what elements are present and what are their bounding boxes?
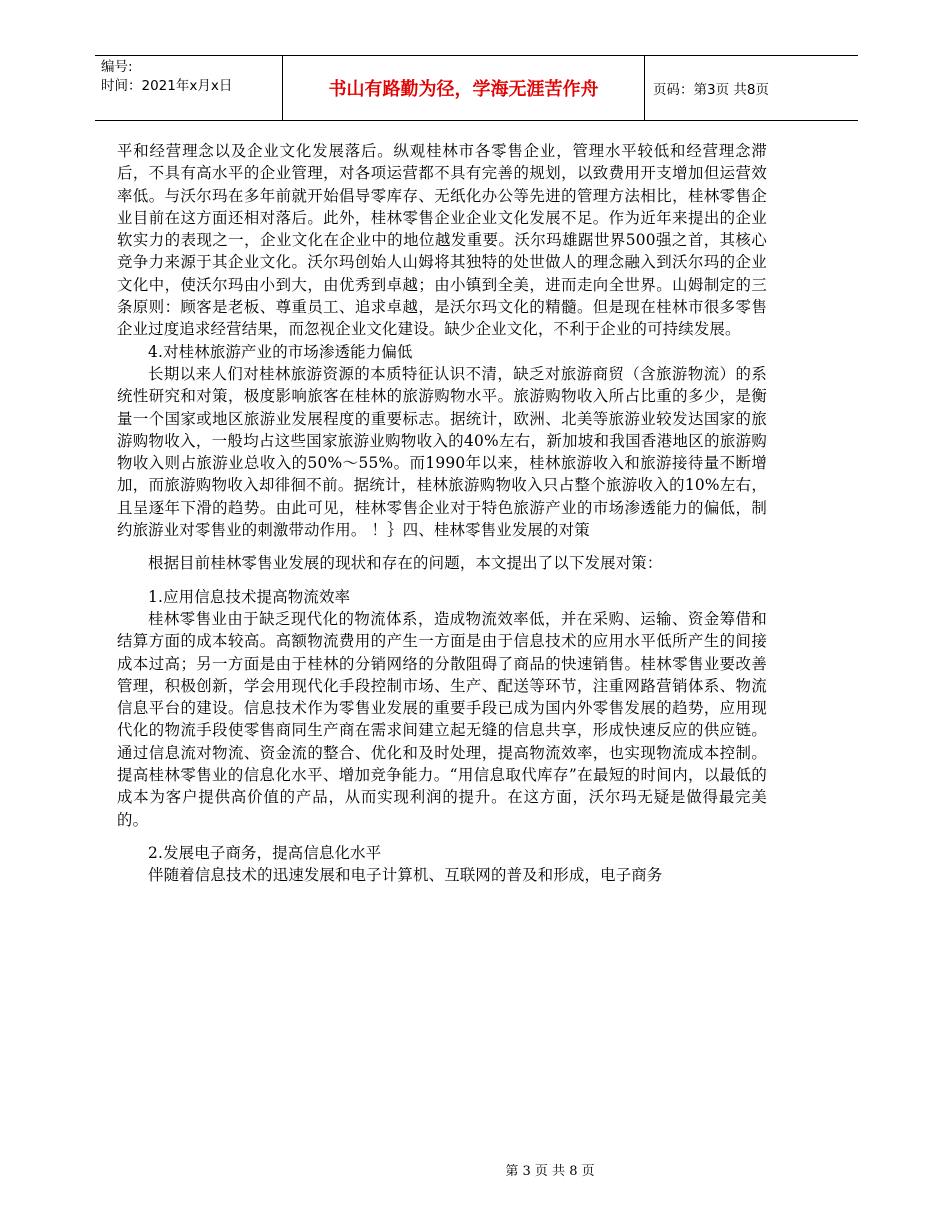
serial-label: 编号: xyxy=(101,59,133,75)
paragraph: 平和经营理念以及企业文化发展落后。纵观桂林市各零售企业，管理水平较低和经营理念滞后，不具有高水平的企业管理，对各项运营都不具有完善的规划，以致费用开支增加但运营效率低。与沃尔玛在多年前就开始倡导零库存、无纸化办公等先进的管理方法相比，桂林零售企业目前在这方面还相对落后。此外，桂林零售企业企业文化发展不足。作为近年来提出的企业软实力的表现之一，企业文化在企业中的地位越发重要。沃尔玛雄踞世界500强之首，其核心竞争力来源于其企业文化。沃尔玛创始人山姆将其独特的处世做人的理念融入到沃尔玛的企业文化中，使沃尔玛由小到大，由优秀到卓越；由小镇到全美，进而走向全世界。山姆制定的三条原则：顾客是老板、尊重员工、追求卓越，是沃尔玛文化的精髓。但是现在桂林市很多零售企业过度追求经营结果，而忽视企业文化建设。缺少企业文化，不利于企业的可持续发展。 xyxy=(117,142,767,339)
section-heading: 2.发展电子商务，提高信息化水平 xyxy=(148,843,382,862)
section-heading: 1.应用信息技术提高物流效率 xyxy=(148,587,351,606)
header-motto: 书山有路勤为径，学海无涯苦作舟 xyxy=(283,56,645,120)
header-meta xyxy=(95,56,283,120)
header-page-info: 页码：第3页 共8页 xyxy=(653,82,769,98)
section-heading: 4.对桂林旅游产业的市场渗透能力偏低 xyxy=(148,342,413,361)
document-body xyxy=(117,140,767,887)
page-footer: 第 3 页 共 8 页 xyxy=(505,1164,595,1179)
page-header xyxy=(95,55,858,121)
paragraph: 桂林零售业由于缺乏现代化的物流体系，造成物流效率低，并在采购、运输、资金筹借和结算方面的成本较高。高额物流费用的产生一方面是由于信息技术的应用水平低所产生的间接成本过高；另一方面是由于桂林的分销网络的分散阻碍了商品的快速销售。桂林零售业要改善管理，积极创新，学会用现代化手段控制市场、生产、配送等环节，注重网路营销体系、物流信息平台的建设。信息技术作为零售业发展的重要手段已成为国内外零售发展的趋势，应用现代化的物流手段使零售商同生产商在需求间建立起无缝的信息共享，形成快速反应的供应链。通过信息流对物流、资金流的整合、优化和及时处理，提高物流效率，也实现物流成本控制。提高桂林零售业的信息化水平、增加竞争能力。“用信息取代库存”在最短的时间内，以最低的成本为客户提供高价值的产品，从而实现利润的提升。在这方面，沃尔玛无疑是做得最完美的。 xyxy=(117,609,767,829)
paragraph: 根据目前桂林零售业发展的现状和存在的问题，本文提出了以下发展对策： xyxy=(148,554,663,573)
time-label: 时间：2021年x月x日 xyxy=(101,78,233,94)
paragraph: 伴随着信息技术的迅速发展和电子计算机、互联网的普及和形成，电子商务 xyxy=(148,866,663,885)
paragraph: 长期以来人们对桂林旅游资源的本质特征认识不清，缺乏对旅游商贸（含旅游物流）的系统性研究和对策，极度影响旅客在桂林的旅游购物水平。旅游购物收入所占比重的多少，是衡量一个国家或地区旅游业发展程度的重要标志。据统计，欧洲、北美等旅游业较发达国家的旅游购物收入，一般均占这些国家旅游业购物收入的40%左右，新加坡和我国香港地区的旅游购物收入则占旅游业总收入的50%～55%。而1990年以来，桂林旅游收入和旅游接待量不断增加，而旅游购物收入却徘徊不前。据统计，桂林旅游购物收入只占整个旅游收入的10%左右，且呈逐年下滑的趋势。由此可见，桂林零售企业对于特色旅游产业的市场渗透能力的偏低，制约旅游业对零售业的刺激带动作用。 ！｝四、桂林零售业发展的对策 xyxy=(117,364,767,540)
